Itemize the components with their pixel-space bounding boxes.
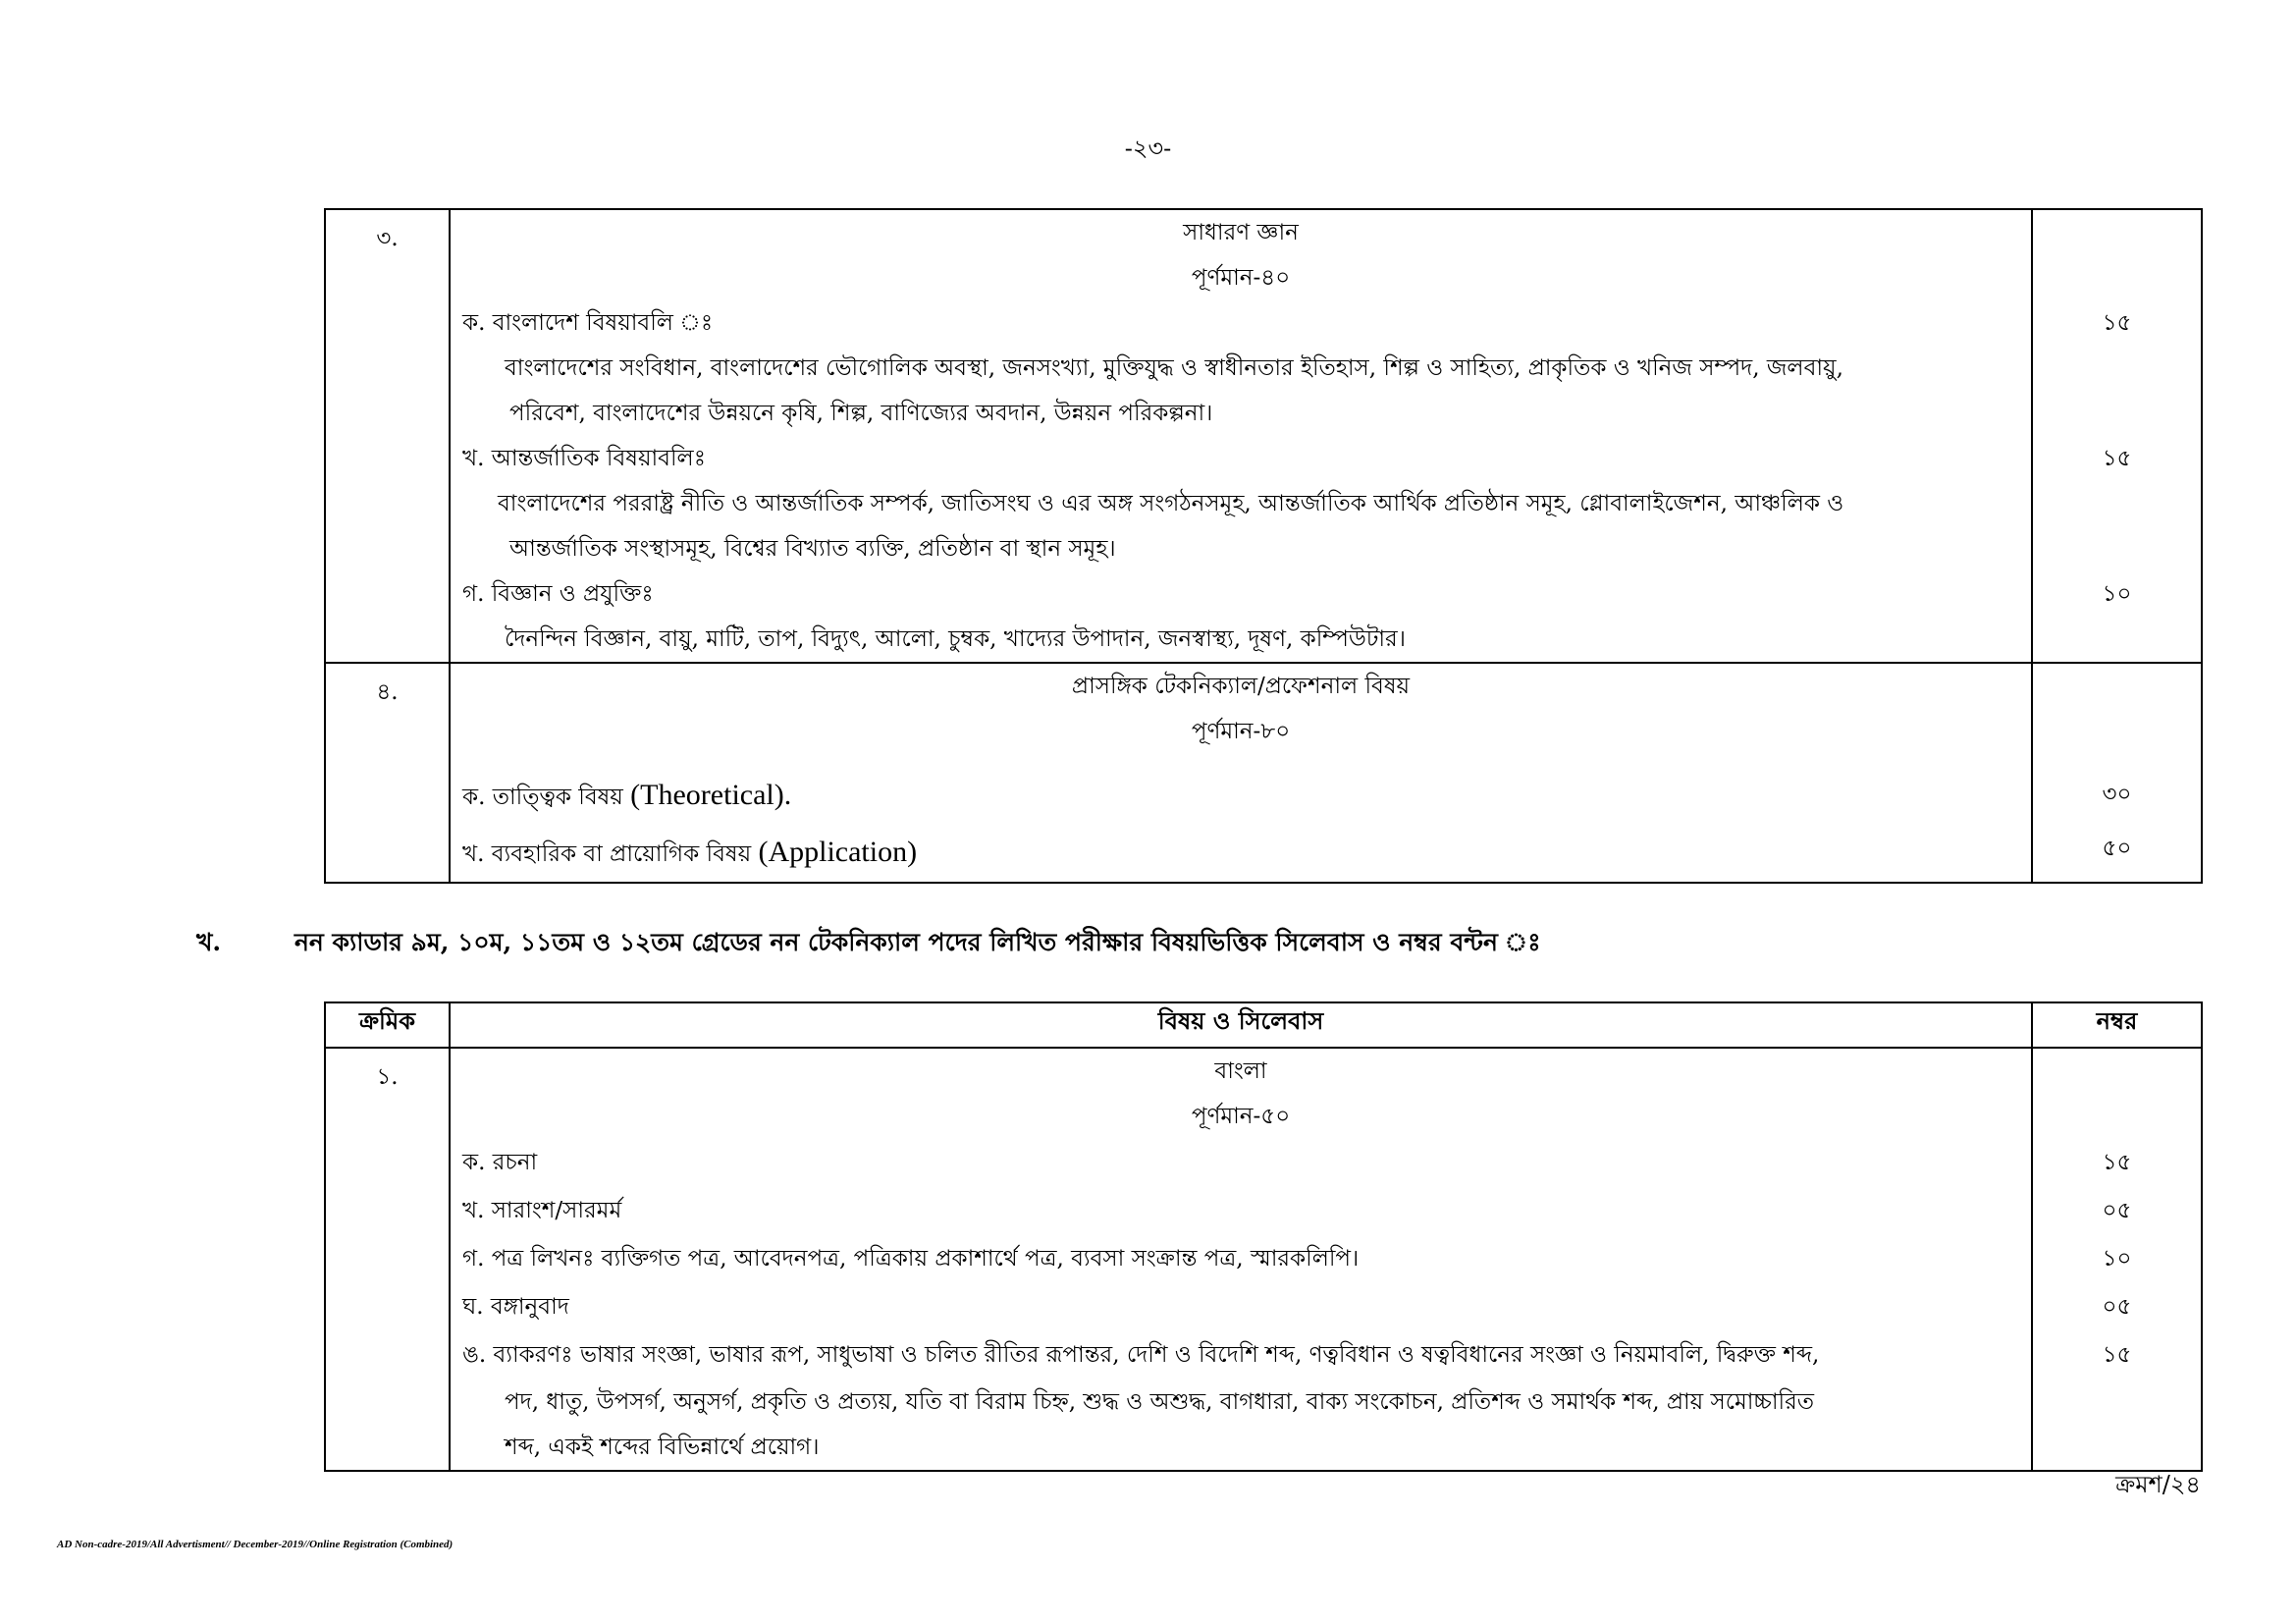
marks-value: ০৫ — [2102, 1198, 2132, 1223]
marks-cell — [2032, 1048, 2202, 1471]
item-text: দৈনন্দিন বিজ্ঞান, বায়ু, মাটি, তাপ, বিদ্যুৎ, আলো, চুম্বক, খাদ্যের উপাদান, জনস্বাস্থ্য, দূষণ, কম্পিউটার। — [505, 626, 1406, 652]
marks-value: ১৫ — [2102, 446, 2132, 471]
marks-value: ০৫ — [2102, 1294, 2132, 1320]
header-serial: ক্রমিক — [325, 1002, 450, 1048]
subject-cell — [450, 663, 2032, 883]
item-text: শব্দ, একই শব্দের বিভিন্নার্থে প্রয়োগ। — [505, 1435, 820, 1460]
item-heading-bn: ক. তাত্ত্বিক বিষয় — [462, 785, 623, 810]
marks-value: ৫০ — [2102, 836, 2132, 861]
subject-cell — [450, 209, 2032, 663]
serial-cell: ৩. — [325, 209, 450, 663]
subject-cell — [450, 1048, 2032, 1471]
item-text: পদ, ধাতু, উপসর্গ, অনুসর্গ, প্রকৃতি ও প্রত্যয়, যতি বা বিরাম চিহ্ন, শুদ্ধ ও অশুদ্ধ, বাগধারা, বাক্য সংকোচন, প্রতিশব্দ ও সমার্থক শব্দ, প্রায় সমোচ্চারিত — [505, 1389, 1815, 1415]
item-heading: খ. আন্তর্জাতিক বিষয়াবলিঃ — [462, 446, 706, 471]
item-text: পরিবেশ, বাংলাদেশের উন্নয়নে কৃষি, শিল্প, বাণিজ্যের অবদান, উন্নয়ন পরিকল্পনা। — [509, 401, 1213, 426]
marks-value: ১৫ — [2102, 1342, 2132, 1368]
header-subject: বিষয় ও সিলেবাস — [450, 1002, 2032, 1048]
footer-text: AD Non-cadre-2019/All Advertisment// December-2019//Online Registration (Combined) — [57, 1539, 454, 1550]
marks-value: ৩০ — [2102, 782, 2132, 807]
syllabus-table — [324, 1001, 2203, 1472]
section-label: খ. — [196, 928, 222, 956]
item-heading-en: (Theoretical). — [630, 779, 792, 811]
serial-cell: ১. — [325, 1048, 450, 1471]
header-marks: নম্বর — [2032, 1002, 2202, 1048]
item-text: খ. সারাংশ/সারমর্ম — [462, 1198, 622, 1223]
marks-value: ১০ — [2102, 1246, 2132, 1272]
full-marks: পূর্ণমান-৫০ — [1191, 1104, 1291, 1129]
marks-value: ১৫ — [2102, 310, 2132, 336]
item-text: বাংলাদেশের সংবিধান, বাংলাদেশের ভৌগোলিক অবস্থা, জনসংখ্যা, মুক্তিযুদ্ধ ও স্বাধীনতার ইতিহাস, শিল্প ও সাহিত্য, প্রাকৃতিক ও খনিজ সম্পদ, জলবায়ু, — [505, 355, 1843, 381]
table-row — [325, 209, 2202, 663]
serial-cell: ৪. — [325, 663, 450, 883]
marks-cell — [2032, 209, 2202, 663]
full-marks: পূর্ণমান-৮০ — [1191, 719, 1291, 744]
marks-cell — [2032, 663, 2202, 883]
subject-title: বাংলা — [1214, 1058, 1267, 1084]
item-heading — [451, 825, 2031, 882]
continued-note: ক্রমশ/২৪ — [2115, 1471, 2201, 1498]
syllabus-table-continued — [324, 208, 2203, 884]
full-marks: পূর্ণমান-৪০ — [1191, 265, 1291, 291]
section-heading — [196, 923, 1541, 965]
item-text: ক. রচনা — [462, 1150, 538, 1175]
item-heading: ক. বাংলাদেশ বিষয়াবলি ঃ — [462, 310, 714, 336]
item-text: গ. পত্র লিখনঃ ব্যক্তিগত পত্র, আবেদনপত্র, পত্রিকায় প্রকাশার্থে পত্র, ব্যবসা সংক্রান্ত পত্র, স্মারকলিপি। — [462, 1246, 1360, 1272]
section-title: নন ক্যাডার ৯ম, ১০ম, ১১তম ও ১২তম গ্রেডের নন টেকনিক্যাল পদের লিখিত পরীক্ষার বিষয়ভিত্তিক সিলেবাস ও নম্বর বন্টন ঃ — [294, 928, 1541, 956]
table-row — [325, 1048, 2202, 1471]
table-row — [325, 663, 2202, 883]
table-header-row — [325, 1002, 2202, 1048]
item-heading: গ. বিজ্ঞান ও প্রযুক্তিঃ — [462, 581, 654, 607]
page-number: -২৩- — [1124, 135, 1172, 162]
item-heading — [451, 754, 2031, 825]
item-text: ঘ. বঙ্গানুবাদ — [462, 1294, 569, 1320]
marks-value: ১০ — [2102, 581, 2132, 607]
item-text: আন্তর্জাতিক সংস্থাসমূহ, বিশ্বের বিখ্যাত ব্যক্তি, প্রতিষ্ঠান বা স্থান সমূহ। — [509, 536, 1116, 562]
marks-value: ১৫ — [2102, 1150, 2132, 1175]
item-heading-bn: খ. ব্যবহারিক বা প্রায়োগিক বিষয় — [462, 841, 752, 867]
item-text: ঙ. ব্যাকরণঃ ভাষার সংজ্ঞা, ভাষার রূপ, সাধুভাষা ও চলিত রীতির রূপান্তর, দেশি ও বিদেশি শব্দ, ণত্ববিধান ও ষত্ববিধানের সংজ্ঞা ও নিয়মাবলি, দ্বিরুক্ত শব্দ, — [462, 1342, 1820, 1368]
subject-title: সাধারণ জ্ঞান — [1183, 220, 1299, 245]
item-heading-en: (Application) — [758, 836, 918, 868]
item-text: বাংলাদেশের পররাষ্ট্র নীতি ও আন্তর্জাতিক সম্পর্ক, জাতিসংঘ ও এর অঙ্গ সংগঠনসমূহ, আন্তর্জাতিক আর্থিক প্রতিষ্ঠান সমূহ, গ্লোবালাইজেশন, আঞ্চলিক ও — [498, 491, 1844, 516]
subject-title: প্রাসঙ্গিক টেকনিক্যাল/প্রফেশনাল বিষয় — [1071, 674, 1411, 699]
